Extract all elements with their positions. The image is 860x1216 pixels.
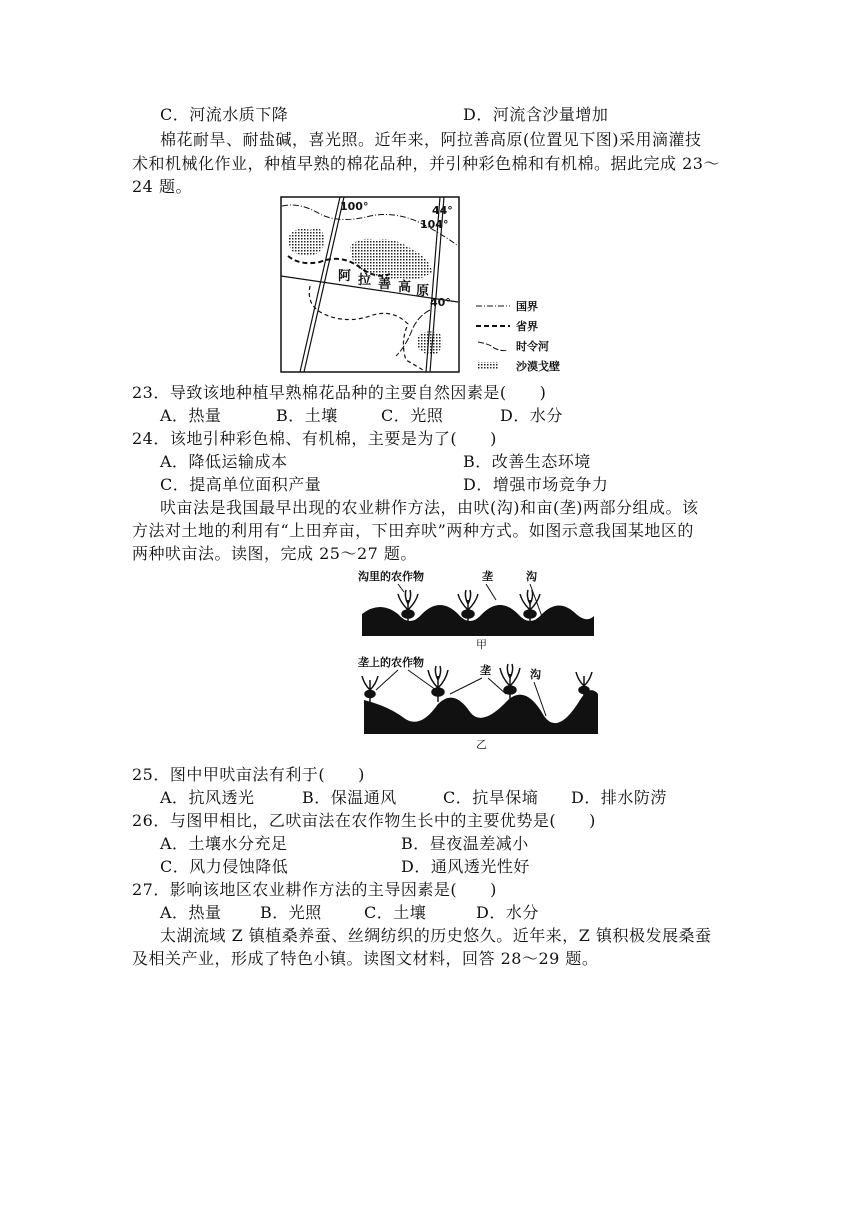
q26-stem: 26．与图甲相比，乙吠亩法在农作物生长中的主要优势是( ) xyxy=(132,811,596,830)
passage2-line2: 方法对土地的利用有“上田弃亩，下田弃吠”两种方式。如图示意我国某地区的 xyxy=(132,521,694,540)
q27-option-d: D．水分 xyxy=(476,903,539,922)
q27-option-c: C．土壤 xyxy=(364,903,427,922)
place-name-char: 善 xyxy=(378,277,392,292)
q26-option-d: D．通风透光性好 xyxy=(401,857,530,876)
passage2-line1: 吠亩法是我国最早出现的农业耕作方法，由吠(沟)和亩(垄)两部分组成。该 xyxy=(160,498,699,517)
legend-national-label: 国界 xyxy=(516,300,538,313)
q25-option-a: A．抗风透光 xyxy=(160,788,255,807)
passage2-line3: 两种吠亩法。读图，完成 25～27 题。 xyxy=(132,544,417,563)
provincial-boundary xyxy=(309,286,426,372)
q24-option-d: D．增强市场竞争力 xyxy=(463,475,609,494)
yi-ridge-label: 垄 xyxy=(480,664,491,677)
jia-ground xyxy=(362,605,594,636)
passage1-line2: 术和机械化作业，种植早熟的棉花品种，并引种彩色棉和有机棉。据此完成 23～ xyxy=(132,154,720,173)
q23-option-c: C．光照 xyxy=(381,406,444,425)
passage3-line1: 太湖流域 Z 镇植桑养蚕、丝绸纺织的历史悠久。近年来，Z 镇积极发展桑蚕 xyxy=(160,926,712,945)
passage1-line1: 棉花耐旱、耐盐碱，喜光照。近年来，阿拉善高原(位置见下图)采用滴灌技 xyxy=(160,130,702,149)
q26-option-c: C．风力侵蚀降低 xyxy=(160,857,289,876)
map-legend xyxy=(476,299,560,373)
yi-crop xyxy=(428,666,448,702)
lon-100-label: 100° xyxy=(340,200,369,213)
q27-option-a: A．热量 xyxy=(160,903,222,922)
lat-40-label: 40° xyxy=(430,296,451,309)
legend-river-label: 时令河 xyxy=(516,340,549,353)
yi-crop xyxy=(500,664,520,700)
yi-label-pointer xyxy=(488,678,506,694)
legend-desert-symbol xyxy=(478,362,498,370)
q22-option-d: D．河流含沙量增加 xyxy=(463,105,609,124)
yi-caption: 乙 xyxy=(476,738,487,751)
passage1-line3: 24 题。 xyxy=(132,177,192,196)
q25-stem: 25．图中甲吠亩法有利于( ) xyxy=(132,765,365,784)
q24-stem: 24．该地引种彩色棉、有机棉，主要是为了( ) xyxy=(132,429,497,448)
yi-ditch-label: 沟 xyxy=(530,668,541,681)
yi-label-pointer xyxy=(450,678,482,694)
alxa-plateau-map xyxy=(280,196,586,374)
desert-area xyxy=(288,228,324,255)
jia-ridge-label: 垄 xyxy=(482,570,493,583)
lat-44-label: 44° xyxy=(432,204,453,217)
jia-ditch-label: 沟 xyxy=(526,570,537,583)
q23-stem: 23．导致该地种植早熟棉花品种的主要自然因素是( ) xyxy=(132,383,547,402)
place-name-char: 原 xyxy=(416,284,430,299)
jia-label-pointer xyxy=(486,584,496,600)
yi-label-pointer xyxy=(376,670,398,690)
q25-option-b: B．保温通风 xyxy=(302,788,397,807)
jia-label-pointer xyxy=(398,584,404,592)
q24-option-a: A．降低运输成本 xyxy=(160,452,288,471)
place-name-char: 阿 xyxy=(338,269,352,284)
q24-option-c: C．提高单位面积产量 xyxy=(160,475,322,494)
q23-option-a: A．热量 xyxy=(160,406,222,425)
lon-104-label: 104° xyxy=(420,218,449,231)
jia-crop xyxy=(520,590,540,622)
q22-option-c: C．河流水质下降 xyxy=(160,105,289,124)
q23-option-b: B．土壤 xyxy=(276,406,338,425)
longitude-100-line xyxy=(300,197,340,372)
ridge-ditch-diagram xyxy=(358,566,602,752)
q23-option-d: D．水分 xyxy=(500,406,563,425)
jia-crop-label: 沟里的农作物 xyxy=(358,570,424,583)
yi-crop-label: 垄上的农作物 xyxy=(358,656,424,669)
q27-stem: 27．影响该地区农业耕作方法的主导因素是( ) xyxy=(132,880,497,899)
yi-crop xyxy=(362,676,378,702)
desert-area xyxy=(418,331,442,354)
legend-river-symbol xyxy=(478,342,508,351)
jia-caption: 甲 xyxy=(476,638,487,651)
q25-option-c: C．抗旱保墒 xyxy=(443,788,539,807)
q25-option-d: D．排水防涝 xyxy=(571,788,667,807)
place-name-char: 高 xyxy=(398,280,412,295)
yi-ground xyxy=(364,690,598,734)
passage3-line2: 及相关产业，形成了特色小镇。读图文材料，回答 28～29 题。 xyxy=(132,949,599,968)
legend-provincial-label: 省界 xyxy=(516,320,538,333)
legend-desert-label: 沙漠戈壁 xyxy=(516,360,560,373)
q26-option-a: A．土壤水分充足 xyxy=(160,834,288,853)
q24-option-b: B．改善生态环境 xyxy=(463,452,591,471)
place-name-char: 拉 xyxy=(358,273,372,288)
q26-option-b: B．昼夜温差减小 xyxy=(401,834,529,853)
q27-option-b: B．光照 xyxy=(260,903,322,922)
